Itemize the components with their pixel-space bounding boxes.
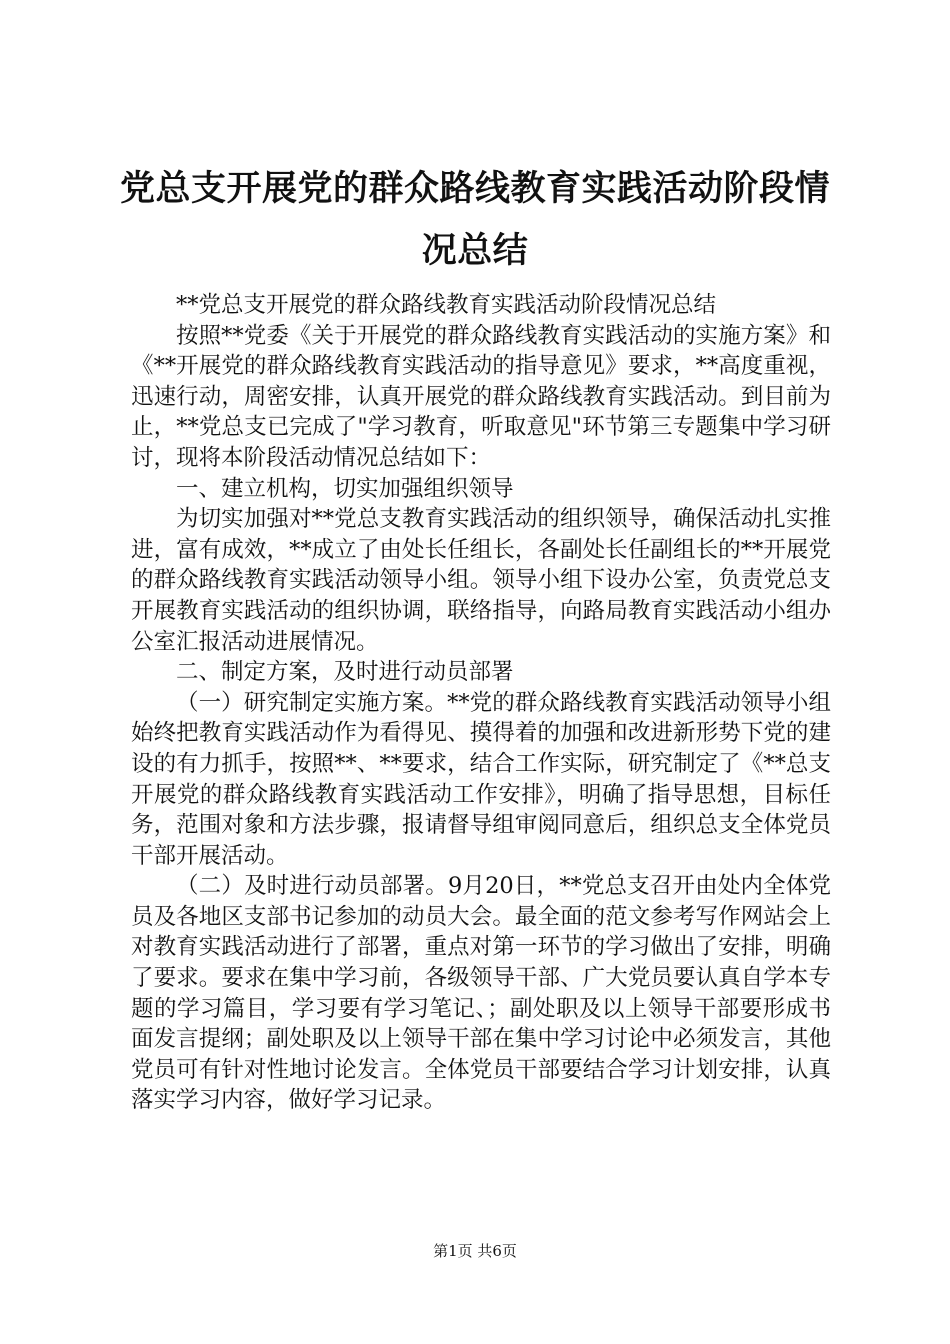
page-number-footer: 第1页 共6页 xyxy=(433,1242,517,1260)
section-2-item-2-paragraph: （二）及时进行动员部署。9月20日，**党总支召开由处内全体党员及各地区支部书记参加的动员大会。最全面的范文参考写作网站会上对教育实践活动进行了部署，重点对第一环节的学习做出了安排，明确了要求。要求在集中学习前，各级领导干部、广大党员要认真自学本专题的学习篇目，学习要有学习笔记、；副处职及以上领导干部要形成书面发言提纲；副处职及以上领导干部在集中学习讨论中必须发言，其他党员可有针对性地讨论发言。全体党员干部要结合学习计划安排，认真落实学习内容，做好学习记录。 xyxy=(131,873,831,1114)
section-heading-2: 二、制定方案，及时进行动员部署 xyxy=(176,659,514,686)
document-body xyxy=(131,290,831,1116)
document-title: 党总支开展党的群众路线教育实践活动阶段情况总结 xyxy=(120,168,831,271)
section-heading-1: 一、建立机构，切实加强组织领导 xyxy=(176,475,514,502)
intro-paragraph: 按照**党委《关于开展党的群众路线教育实践活动的实施方案》和《**开展党的群众路线教育实践活动的指导意见》要求，**高度重视，迅速行动，周密安排，认真开展党的群众路线教育实践活动。到目前为止，**党总支已完成了"学习教育，听取意见"环节第三专题集中学习研讨，现将本阶段活动情况总结如下： xyxy=(131,322,831,471)
section-2-item-1-paragraph: （一）研究制定实施方案。**党的群众路线教育实践活动领导小组始终把教育实践活动作为看得见、摸得着的加强和改进新形势下党的建设的有力抓手，按照**、**要求，结合工作实际，研究制定了《**总支开展党的群众路线教育实践活动工作安排》，明确了指导思想，目标任务，范围对象和方法步骤，报请督导组审阅同意后，组织总支全体党员干部开展活动。 xyxy=(131,689,831,869)
document-subtitle-paragraph: **党总支开展党的群众路线教育实践活动阶段情况总结 xyxy=(176,292,717,318)
section-1-paragraph: 为切实加强对**党总支教育实践活动的组织领导，确保活动扎实推进，富有成效，**成立了由处长任组长，各副处长任副组长的**开展党的群众路线教育实践活动领导小组。领导小组下设办公室，负责党总支开展教育实践活动的组织协调，联络指导，向路局教育实践活动小组办公室汇报活动进展情况。 xyxy=(131,506,831,655)
